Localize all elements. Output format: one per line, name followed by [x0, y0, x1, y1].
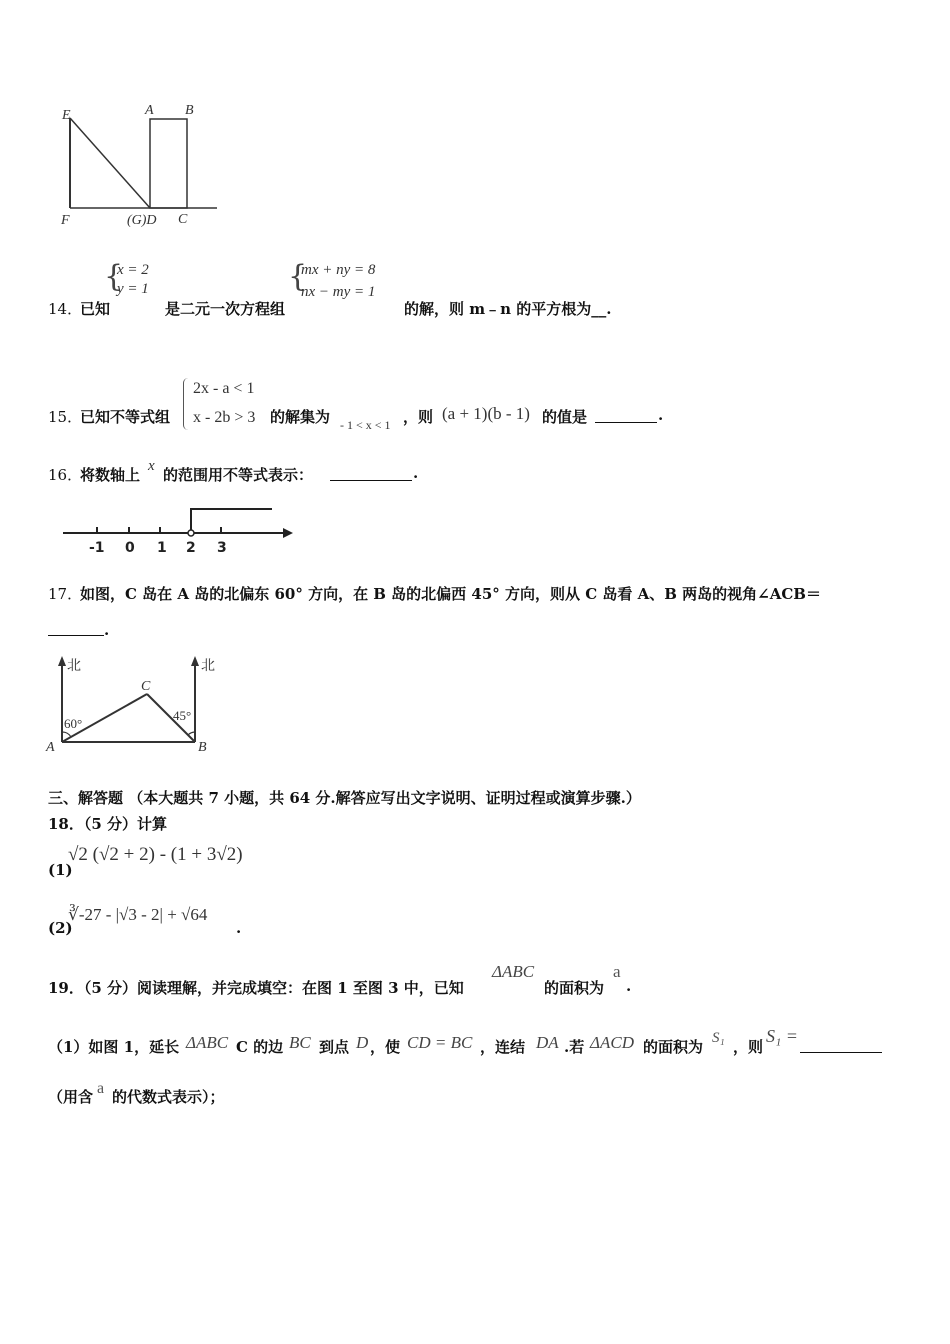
q18-part1-label: (1) — [48, 861, 73, 879]
q19-area-label: 的面积为 — [544, 979, 605, 997]
q19-p1-h: ，则 — [733, 1038, 764, 1056]
label-E: E — [62, 108, 71, 123]
q19-p1-triangle-ACD: ΔACD — [590, 1033, 634, 1052]
axis-arrow-icon — [283, 528, 293, 538]
q14-brace-2: { — [288, 259, 308, 294]
q19-p1-D: D — [356, 1033, 369, 1052]
angle-arc-A — [62, 732, 71, 737]
q17-number: 17． — [48, 585, 83, 603]
q16-answer-blank[interactable] — [330, 466, 412, 481]
q19-p1-equation: CD = BC — [407, 1033, 473, 1052]
label-B: B — [185, 103, 194, 118]
q14-sys1-line1: x = 2 — [117, 262, 149, 278]
rectangle-ABCD — [150, 119, 187, 208]
open-point-icon — [188, 530, 194, 536]
q19-p1-e: ，连结 — [480, 1038, 526, 1056]
q19-note-a: a — [97, 1080, 105, 1097]
q18-part2-end: . — [236, 919, 242, 937]
number-line — [55, 500, 300, 558]
q19-p1-BC: BC — [289, 1033, 311, 1052]
q15-line2: x - 2b > 3 — [193, 409, 256, 426]
q19-p1-c: 到点 — [319, 1038, 350, 1056]
q15-number: 15． — [48, 408, 83, 426]
q19-p1-a: （1）如图 1，延长 — [48, 1038, 180, 1056]
north-arrow-icon — [191, 656, 199, 666]
q18-heading: 18．（5 分）计算 — [48, 815, 168, 833]
q18-part2-expression: ∛-27 - |√3 - 2| + √64 — [68, 905, 208, 924]
label-GD: (G)D — [127, 213, 157, 228]
q19-p1-DA: DA — [536, 1033, 559, 1052]
q16-tail: 的范围用不等式表示： — [163, 466, 314, 484]
label-A: A — [145, 103, 154, 118]
q16-lead: 将数轴上 — [80, 466, 141, 484]
q19-p1-g: 的面积为 — [643, 1038, 704, 1056]
q19-p1-answer-blank[interactable] — [800, 1038, 882, 1053]
q19-heading: 19．（5 分）阅读理解，并完成填空：在图 1 至图 3 中，已知 — [48, 979, 464, 997]
label-A: A — [46, 740, 55, 755]
q19-note-tail: 的代数式表示）； — [112, 1088, 225, 1106]
q16-variable: x — [148, 458, 155, 474]
tick-label: 3 — [217, 540, 227, 556]
q14-tail: 的解，则 m﹣n 的平方根为__. — [404, 300, 612, 318]
q15-answer-blank[interactable] — [595, 408, 657, 423]
q17-answer-blank[interactable] — [48, 621, 104, 636]
label-C: C — [178, 212, 188, 227]
q14-brace-1: { — [104, 259, 124, 294]
figure-17 — [40, 650, 225, 760]
north-arrow-icon — [58, 656, 66, 666]
q15-lead: 已知不等式组 — [80, 408, 171, 426]
angle-label-A: 60° — [64, 716, 83, 731]
q16-end: . — [413, 464, 419, 482]
q15-expression: (a + 1)(b - 1) — [442, 404, 530, 423]
tick-label: 1 — [157, 540, 167, 556]
q18-part2-label: (2) — [48, 919, 73, 937]
q15-solution: - 1 < x < 1 — [340, 418, 391, 432]
q15-end: . — [658, 406, 664, 424]
angle-label-B: 45° — [173, 708, 192, 723]
figure-13 — [55, 100, 225, 230]
segment-EG — [70, 118, 150, 208]
section-3-heading: 三、解答题 （本大题共 7 小题，共 64 分.解答应写出文字说明、证明过程或演算步骤.） — [48, 789, 641, 807]
q17-end: . — [104, 621, 110, 639]
angle-arc-B — [188, 732, 195, 735]
q15-brace — [183, 378, 188, 430]
q15-then: ，则 — [403, 408, 434, 426]
q19-p1-b: C 的边 — [236, 1038, 284, 1056]
q15-tail: 的值是 — [542, 408, 588, 426]
q19-p1-f: .若 — [564, 1038, 585, 1056]
tick-label: 2 — [186, 540, 196, 556]
q19-triangle: ΔABC — [492, 962, 535, 981]
q19-note-lead: （用含 — [48, 1088, 94, 1106]
label-F: F — [61, 213, 70, 228]
q19-p1-d: ，使 — [370, 1038, 401, 1056]
north-label-A: 北 — [67, 658, 81, 674]
q14-sys2-line1: mx + ny = 8 — [301, 262, 376, 278]
label-C: C — [141, 679, 151, 694]
north-label-B: 北 — [201, 658, 215, 674]
tick-label: 0 — [125, 540, 135, 556]
q17-text: 如图，C 岛在 A 岛的北偏东 60° 方向，在 B 岛的北偏西 45° 方向，则从 C 岛看 A、B 两岛的视角∠ACB＝ — [80, 585, 821, 603]
range-indicator — [191, 509, 272, 533]
q16-number: 16． — [48, 466, 83, 484]
q15-mid: 的解集为 — [270, 408, 331, 426]
q14-number: 14． — [48, 300, 83, 318]
q18-part1-expression: √2 (√2 + 2) - (1 + 3√2) — [68, 844, 243, 865]
q14-lead: 已知 — [80, 300, 111, 318]
q14-sys2-line2: nx − my = 1 — [301, 284, 376, 300]
q15-line1: 2x - a < 1 — [193, 380, 255, 397]
label-B: B — [198, 740, 207, 755]
q19-p1-S1: S₁ — [712, 1030, 725, 1046]
q19-a: a — [613, 962, 621, 981]
q19-end: . — [626, 977, 632, 995]
tick-label: -1 — [89, 540, 105, 556]
q14-mid: 是二元一次方程组 — [165, 300, 286, 318]
q19-p1-triangle: ΔABC — [186, 1033, 229, 1052]
q14-sys1-line2: y = 1 — [117, 281, 149, 297]
q19-p1-S1-eq: S₁ = — [766, 1026, 798, 1046]
